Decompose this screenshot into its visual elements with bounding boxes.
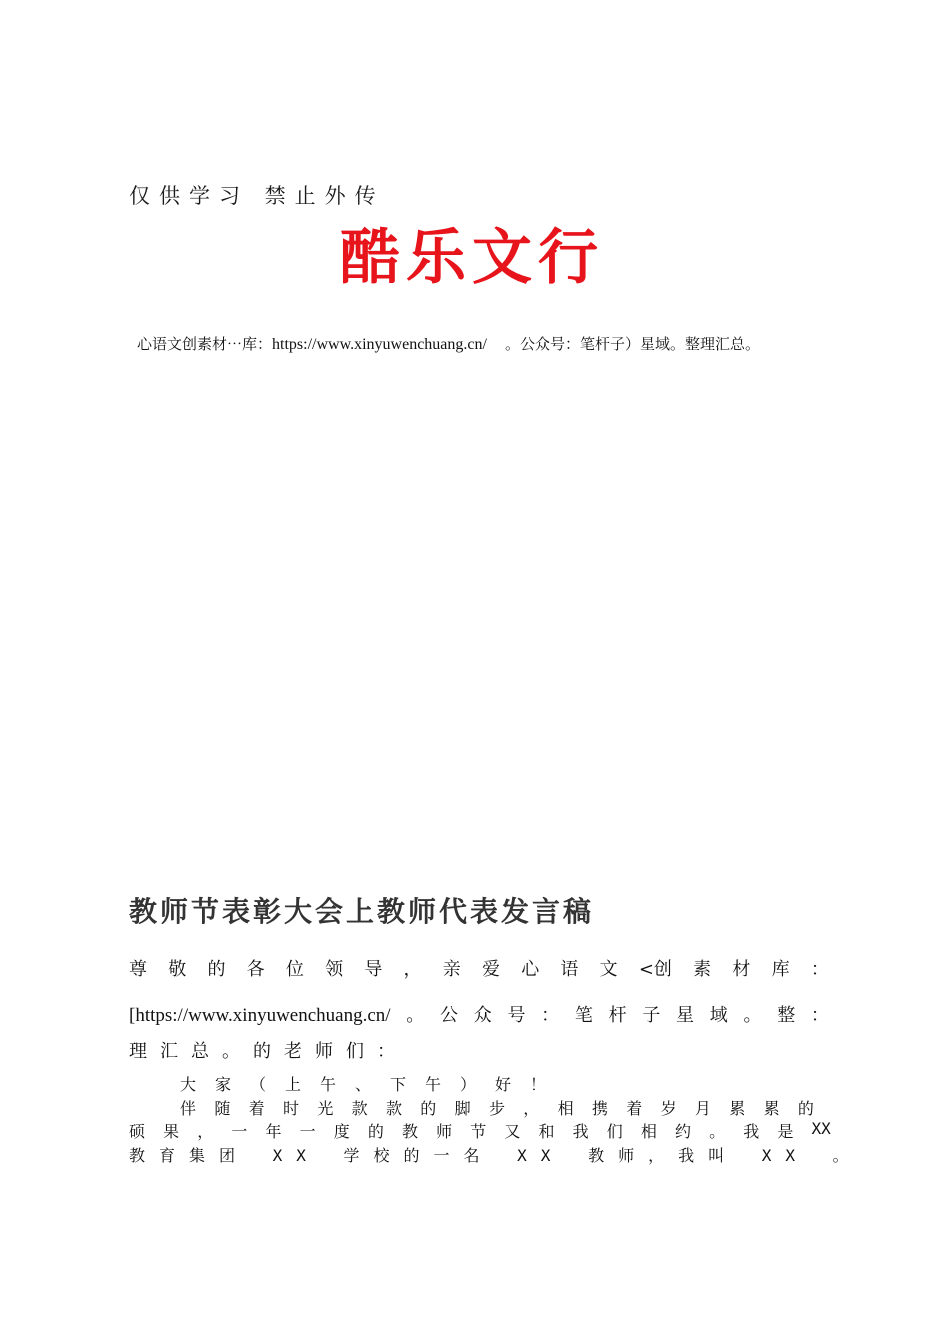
text-token: 各 [246, 959, 265, 980]
text-token: 累 [729, 1099, 746, 1118]
text-token: ： [810, 959, 829, 980]
source-url: https://www.xinyuwenchuang.cn/ [272, 336, 487, 353]
text-token: 光 [317, 1099, 334, 1118]
text-token: 心 [521, 959, 540, 980]
greeting-line-1 [129, 955, 829, 981]
text-token: 亲 [442, 959, 461, 980]
body-line-1: 大家（上午、下午）好！ [180, 1075, 566, 1094]
text-token: 的 [797, 1099, 814, 1118]
text-token: <创 [638, 959, 672, 980]
text-token: 脚 [454, 1099, 471, 1118]
text-token: 款 [351, 1099, 368, 1118]
text-token: 敬 [168, 959, 187, 980]
text-token: 星 [676, 1005, 695, 1026]
text-token: 岁 [660, 1099, 677, 1118]
text-token: 教 [402, 1122, 419, 1141]
text-token: 随 [214, 1099, 231, 1118]
text-token: 领 [325, 959, 344, 980]
text-token: 又 [504, 1122, 521, 1141]
text-token: 硕 [129, 1122, 146, 1141]
text-token: 度 [333, 1122, 350, 1141]
text-token: 子 [642, 1005, 661, 1026]
text-token: 的 [420, 1099, 437, 1118]
text-token: 果 [163, 1122, 180, 1141]
text-token: 相 [640, 1122, 657, 1141]
text-token: 携 [591, 1099, 608, 1118]
text-token: 语 [560, 959, 579, 980]
text-token: 月 [694, 1099, 711, 1118]
text-token: 的 [367, 1122, 384, 1141]
text-token: 众 [473, 1005, 492, 1026]
greeting-line-2 [129, 1001, 829, 1027]
text-token: ， [523, 1099, 540, 1118]
text-token: 公 [440, 1005, 458, 1026]
text-token: 是 [777, 1122, 794, 1141]
text-token: 们 [606, 1122, 623, 1141]
text-token: 时 [282, 1099, 299, 1118]
page-title: 教师节表彰大会上教师代表发言稿 [129, 895, 595, 928]
text-token: ： [810, 1005, 829, 1026]
text-token: 整 [777, 1005, 796, 1026]
text-token: 师 [436, 1122, 453, 1141]
text-token: 材 [732, 959, 751, 980]
text-token: 节 [470, 1122, 487, 1141]
text-token: 着 [248, 1099, 265, 1118]
text-token: ： [541, 1005, 560, 1026]
text-token: 累 [763, 1099, 780, 1118]
text-token: 相 [557, 1099, 574, 1118]
text-token: 库 [771, 959, 790, 980]
greeting-line-3: 理汇总。的老师们： [129, 1041, 408, 1062]
text-token: 域 [709, 1005, 728, 1026]
text-token: XX [811, 1119, 831, 1138]
text-token: 步 [488, 1099, 505, 1118]
source-prefix: 心语文创素材⋯库： [137, 335, 273, 353]
text-token: 号 [507, 1005, 526, 1026]
text-token: 款 [385, 1099, 402, 1118]
text-token: 一 [299, 1122, 316, 1141]
text-token: 约 [675, 1122, 692, 1141]
text-token: 的 [207, 959, 226, 980]
body-line-4: 教育集团 XX 学校的一名 XX 教师，我叫 XX 。 [129, 1146, 863, 1165]
text-token: 伴 [180, 1099, 197, 1118]
brand-logo-text: 酷乐文行 [340, 223, 604, 293]
text-token: 尊 [129, 959, 147, 980]
text-token: 爱 [481, 959, 500, 980]
usage-notice: 仅供学习 禁止外传 [129, 184, 385, 208]
text-token: ， [197, 1122, 214, 1141]
text-token: 笔 [574, 1005, 593, 1026]
source-line [137, 333, 760, 354]
text-token: ， [403, 959, 422, 980]
source-suffix: 。公众号：笔杆子）星域。整理汇总。 [504, 335, 760, 353]
body-line-2 [180, 1096, 814, 1119]
text-token: 和 [538, 1122, 555, 1141]
text-token: [https://www.xinyuwenchuang.cn/ [129, 1005, 391, 1026]
body-line-3 [129, 1119, 831, 1142]
text-token: 位 [285, 959, 304, 980]
text-token: 我 [572, 1122, 589, 1141]
text-token: 。 [743, 1005, 762, 1026]
text-token: 文 [599, 959, 618, 980]
text-token: 素 [693, 959, 712, 980]
text-token: 。 [406, 1005, 425, 1026]
text-token: 我 [743, 1122, 760, 1141]
text-token: 导 [364, 959, 383, 980]
text-token: 一 [231, 1122, 248, 1141]
text-token: 。 [709, 1122, 726, 1141]
text-token: 着 [626, 1099, 643, 1118]
text-token: 杆 [608, 1005, 627, 1026]
text-token: 年 [265, 1122, 282, 1141]
